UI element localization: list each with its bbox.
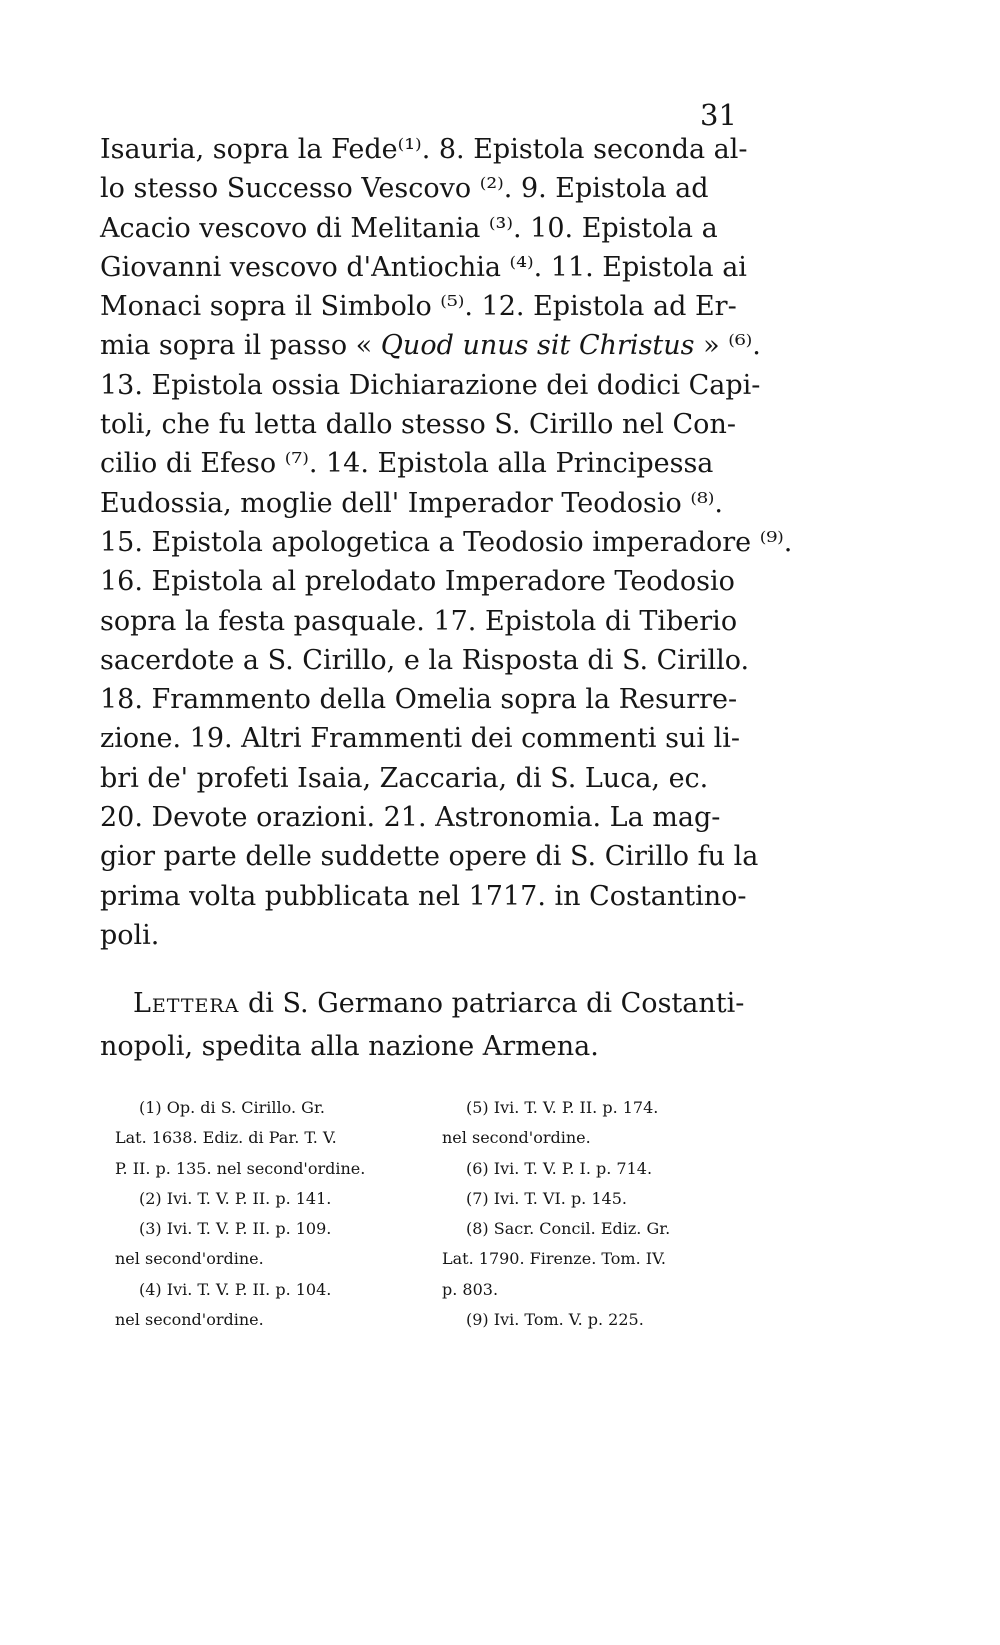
footnote-line bbox=[115, 1275, 425, 1305]
line-text: lo stesso Successo Vescovo ⁽²⁾. 9. Epistola ad bbox=[100, 173, 709, 205]
heading-line bbox=[133, 982, 760, 1025]
line-text: Monaci sopra il Simbolo ⁽⁵⁾. 12. Epistola ad Er- bbox=[100, 291, 737, 323]
footnote-text: p. 803. bbox=[442, 1279, 499, 1299]
footnote-line bbox=[115, 1184, 425, 1214]
footnote-text: nel second'ordine. bbox=[115, 1310, 264, 1330]
text-line bbox=[100, 602, 760, 641]
footnote-text: (2) Ivi. T. V. P. II. p. 141. bbox=[139, 1188, 332, 1208]
footnote-text: (6) Ivi. T. V. P. I. p. 714. bbox=[466, 1158, 653, 1178]
main-text bbox=[100, 130, 793, 955]
footnote-text: (1) Op. di S. Cirillo. Gr. bbox=[139, 1098, 325, 1117]
line-text: cilio di Efeso ⁽⁷⁾. 14. Epistola alla Principessa bbox=[100, 448, 714, 480]
line-text: Giovanni vescovo d'Antiochia ⁽⁴⁾. 11. Epistola ai bbox=[100, 251, 747, 283]
footnote-line bbox=[442, 1305, 760, 1335]
text-line bbox=[100, 444, 760, 483]
text-line bbox=[100, 248, 760, 287]
text-line bbox=[100, 523, 793, 562]
text-line bbox=[100, 287, 760, 326]
text-line bbox=[100, 366, 760, 405]
footnote-line bbox=[442, 1214, 760, 1244]
line-text: sacerdote a S. Cirillo, e la Risposta di S. Cirillo. bbox=[100, 644, 750, 676]
footnote-text: Lat. 1790. Firenze. Tom. IV. bbox=[442, 1249, 666, 1269]
footnote-text: (3) Ivi. T. V. P. II. p. 109. bbox=[139, 1219, 332, 1239]
footnote-line bbox=[115, 1244, 425, 1274]
footnote-text: (4) Ivi. T. V. P. II. p. 104. bbox=[139, 1279, 332, 1299]
footnote-line bbox=[442, 1093, 760, 1123]
footnote-text: P. II. p. 135. nel second'ordine. bbox=[115, 1158, 366, 1178]
text-line bbox=[100, 405, 760, 444]
footnote-text: nel second'ordine. bbox=[115, 1249, 264, 1269]
footnote-line bbox=[115, 1123, 425, 1153]
footnotes-right-column bbox=[442, 1093, 760, 1335]
footnote-text: nel second'ordine. bbox=[442, 1128, 591, 1148]
footnote-line bbox=[115, 1154, 425, 1184]
line-text: Isauria, sopra la Fede⁽¹⁾. 8. Epistola seconda al- bbox=[100, 134, 748, 165]
line-text: toli, che fu letta dallo stesso S. Cirillo nel Con- bbox=[100, 409, 736, 441]
line-text: prima volta pubblicata nel 1717. in Costantino- bbox=[100, 880, 747, 912]
footnote-text: (7) Ivi. T. VI. p. 145. bbox=[466, 1188, 627, 1208]
line-text: sopra la festa pasquale. 17. Epistola di Tiberio bbox=[100, 605, 738, 637]
footnote-line bbox=[115, 1093, 425, 1123]
text-line bbox=[100, 641, 760, 680]
latin-quotation: Quod unus sit Christus bbox=[380, 330, 695, 362]
line-text: Acacio vescovo di Melitania ⁽³⁾. 10. Epistola a bbox=[100, 212, 718, 244]
text-line bbox=[100, 562, 760, 601]
text-line bbox=[100, 484, 760, 523]
line-text: mia sopra il passo « Quod unus sit Christus » ⁽⁶⁾. bbox=[100, 330, 761, 362]
heading-small-caps: Lettera bbox=[133, 988, 240, 1019]
letter-heading bbox=[100, 982, 760, 1068]
text-line bbox=[100, 680, 760, 719]
line-text: zione. 19. Altri Frammenti dei commenti sui li- bbox=[100, 723, 741, 755]
line-text: 16. Epistola al prelodato Imperadore Teodosio bbox=[100, 566, 735, 598]
footnote-line bbox=[442, 1184, 760, 1214]
text-line bbox=[100, 837, 760, 876]
text-line-with-quote bbox=[100, 326, 760, 365]
text-line bbox=[100, 209, 760, 248]
line-text: 20. Devote orazioni. 21. Astronomia. La mag- bbox=[100, 802, 721, 834]
line-text: poli. bbox=[100, 919, 160, 951]
footnote-line bbox=[115, 1214, 425, 1244]
line-text: 18. Frammento della Omelia sopra la Resurre- bbox=[100, 684, 738, 716]
text-line bbox=[100, 169, 760, 208]
footnote-line bbox=[115, 1305, 425, 1335]
footnote-line bbox=[442, 1154, 760, 1184]
page-number: 31 bbox=[700, 98, 737, 132]
footnote-line bbox=[442, 1275, 760, 1305]
heading-text: di S. Germano patriarca di Costanti- bbox=[239, 988, 745, 1019]
footnote-text: Lat. 1638. Ediz. di Par. T. V. bbox=[115, 1128, 337, 1148]
footnote-text: (9) Ivi. Tom. V. p. 225. bbox=[466, 1310, 644, 1330]
footnotes-left-column bbox=[115, 1093, 425, 1335]
heading-text: nopoli, spedita alla nazione Armena. bbox=[100, 1031, 599, 1062]
line-text: gior parte delle suddette opere di S. Cirillo fu la bbox=[100, 841, 759, 873]
footnote-text: (8) Sacr. Concil. Ediz. Gr. bbox=[466, 1219, 671, 1239]
footnote-line bbox=[442, 1123, 760, 1153]
footnote-text: (5) Ivi. T. V. P. II. p. 174. bbox=[466, 1098, 659, 1117]
line-text: 13. Epistola ossia Dichiarazione dei dodici Capi- bbox=[100, 369, 761, 401]
text-line bbox=[100, 916, 760, 955]
line-text: bri de' profeti Isaia, Zaccaria, di S. Luca, ec. bbox=[100, 762, 709, 794]
text-line bbox=[100, 130, 760, 169]
text-line bbox=[100, 798, 760, 837]
text-line bbox=[100, 759, 760, 798]
text-line bbox=[100, 719, 760, 758]
text-line bbox=[100, 877, 760, 916]
line-text: Eudossia, moglie dell' Imperador Teodosio ⁽⁸⁾. bbox=[100, 487, 724, 519]
line-text: 15. Epistola apologetica a Teodosio imperadore ⁽⁹⁾. bbox=[100, 526, 793, 558]
footnote-line bbox=[442, 1244, 760, 1274]
heading-line bbox=[100, 1025, 760, 1068]
